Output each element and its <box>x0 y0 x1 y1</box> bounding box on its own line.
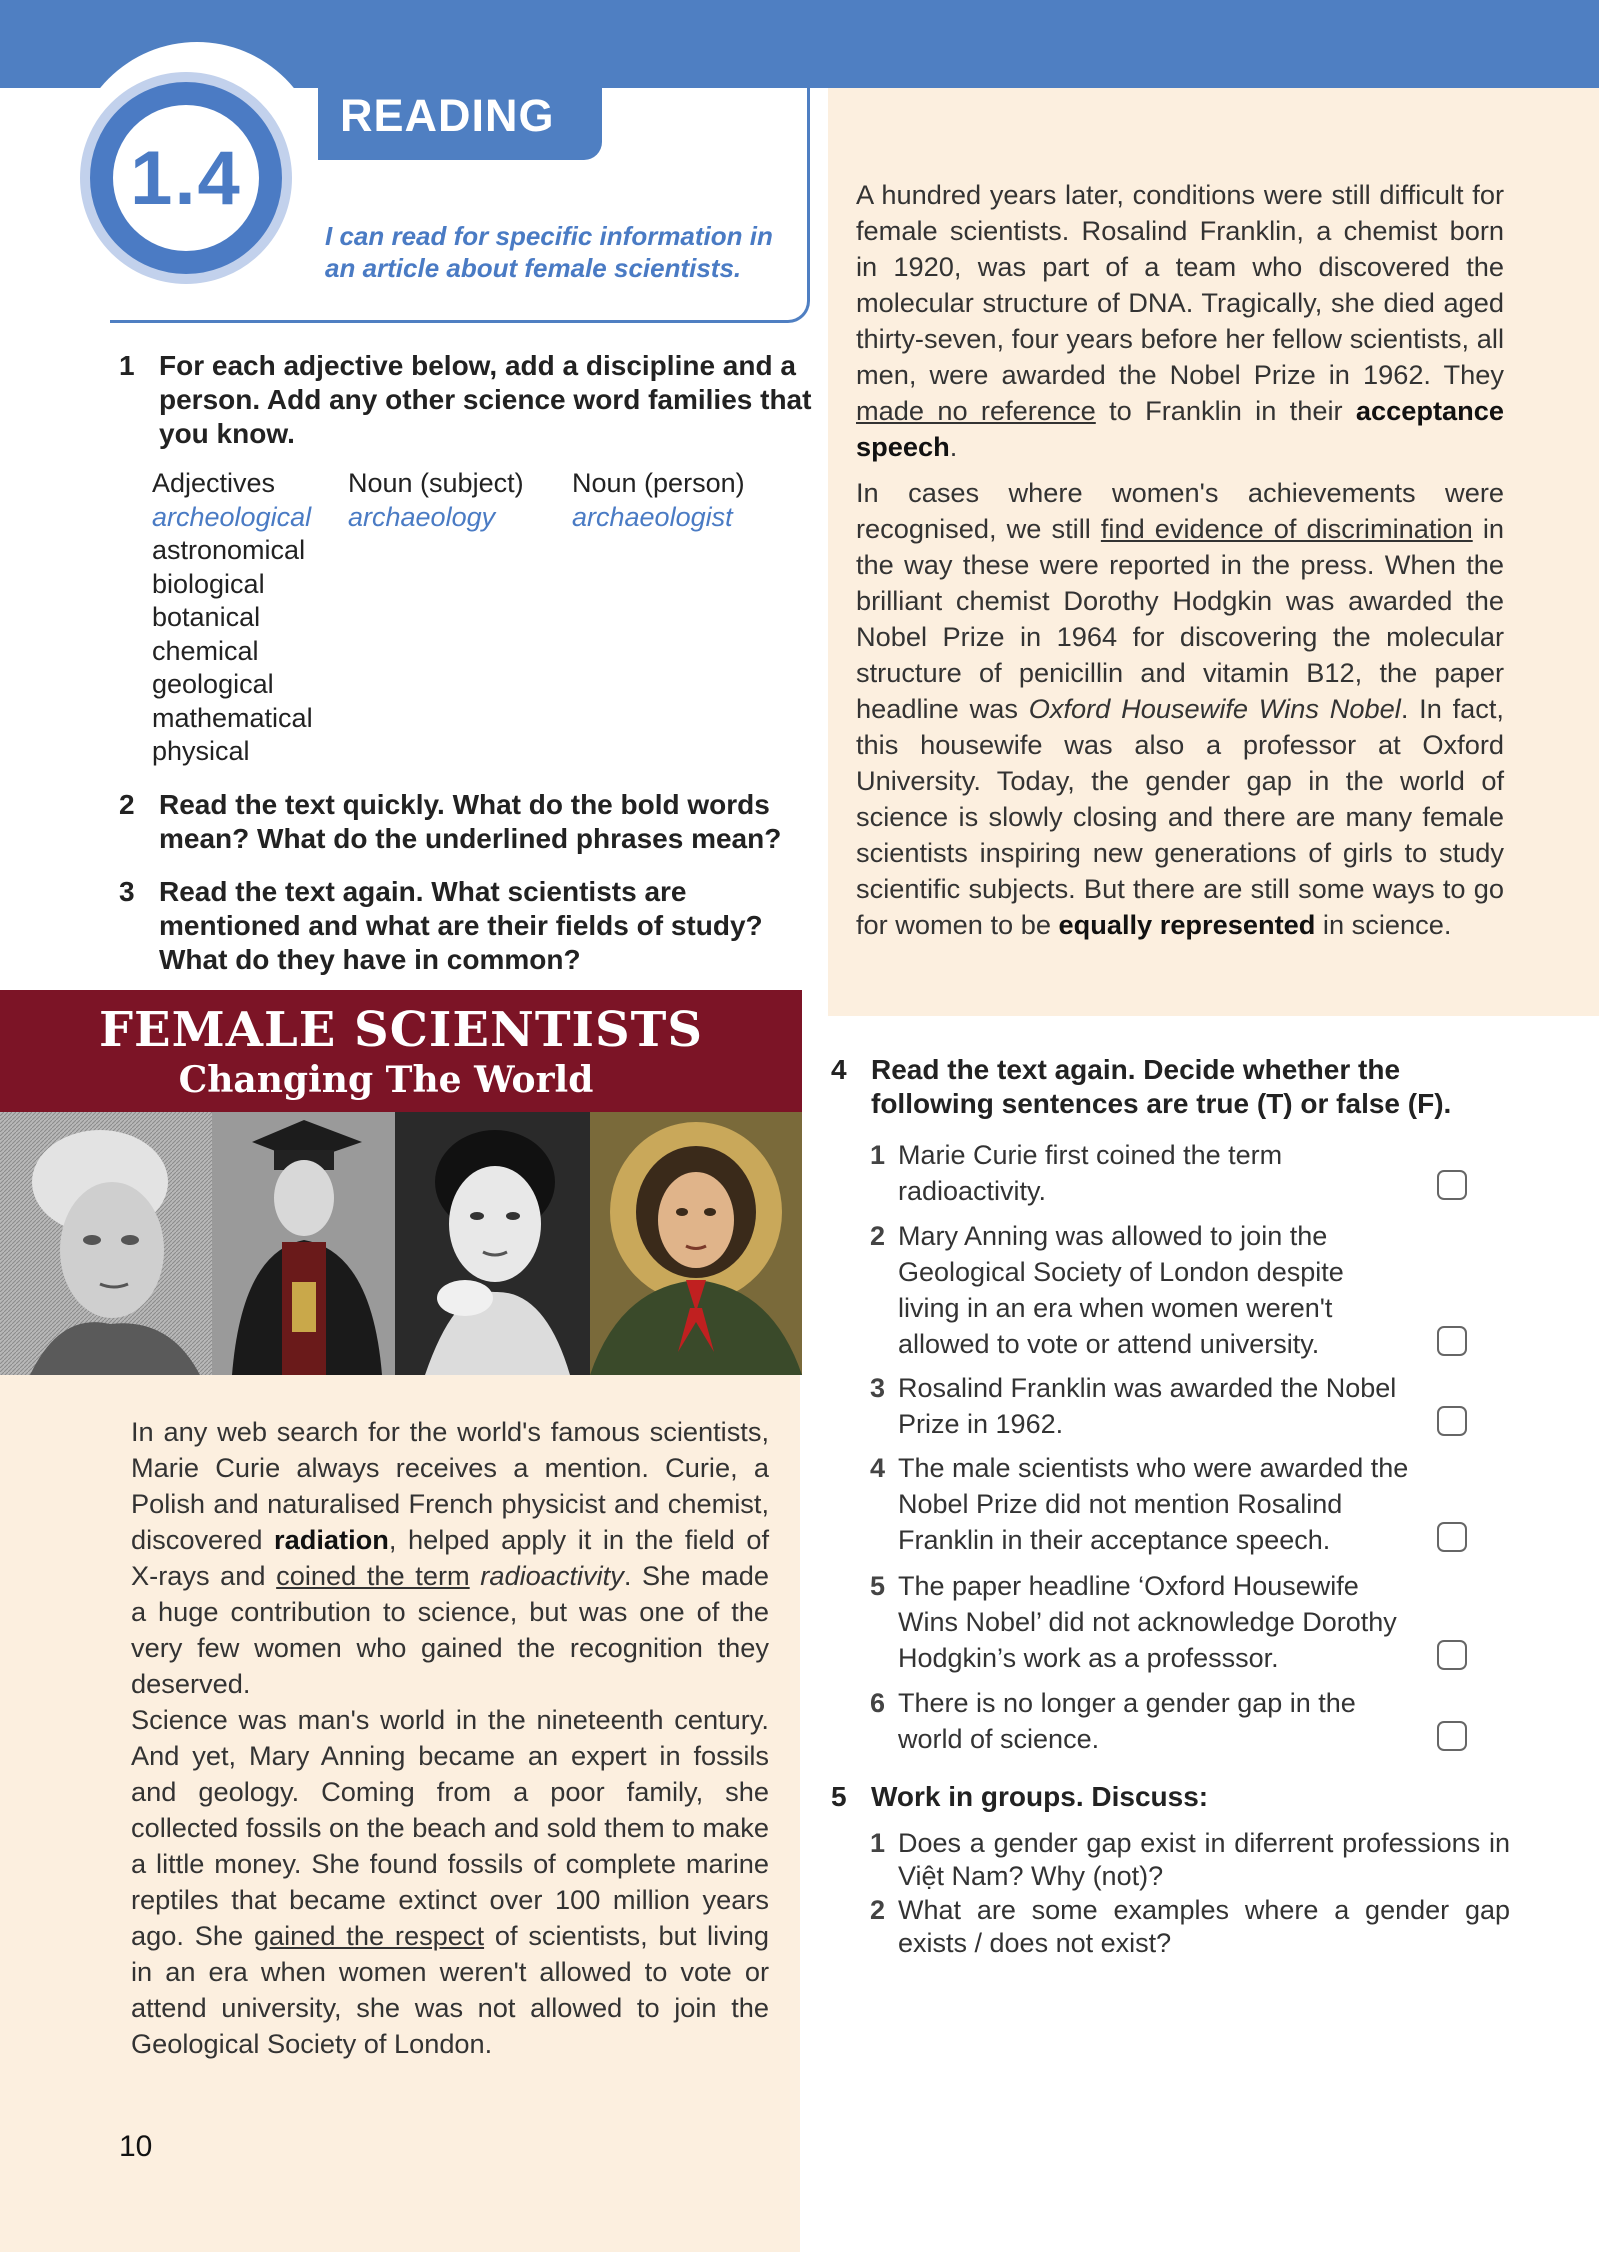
exercise-3-instruction: 3 Read the text again. What scientists are mentioned and what are their fields of study? What do they have in common? <box>119 876 763 975</box>
exercise-number: 1 <box>119 350 135 381</box>
subject-column <box>348 467 524 534</box>
exercise-5-instruction: 5 Work in groups. Discuss: <box>831 1781 1209 1812</box>
answer-checkbox[interactable] <box>1437 1721 1467 1751</box>
exercise-2-instruction: 2 Read the text quickly. What do the bold words mean? What do the underlined phrases mean? <box>119 789 782 854</box>
adjective: chemical <box>152 635 259 666</box>
exercise-number: 2 <box>119 789 135 820</box>
exercise-1-instruction: 1 For each adjective below, add a discipline and a person. Add any other science word families that you know. <box>119 350 812 449</box>
adjective: physical <box>152 736 250 766</box>
exercise-number: 5 <box>831 1781 847 1812</box>
page-number: 10 <box>119 2130 153 2163</box>
exercise-4-instruction: 4 Read the text again. Decide whether the following sentences are true (T) or false (F). <box>831 1054 1452 1119</box>
article-paragraph: In cases where women's achievements were recognised, we still find evidence of discrimination in the way these were reported in the press. When the brilliant chemist Dorothy Hodgkin was awarded the Nobel Prize in 1964 for discovering the molecular structure of penicillin and vitamin B12, the paper headline was Oxford Housewife Wins Nobel. In fact, this housewife was also a professor at Oxford University. Today, the gender gap in the world of science is slowly closing and there are many female scientists inspiring new generations of girls to study scientific subjects. But there are still some ways to go for women to be equally represented in science. <box>856 477 1504 940</box>
lesson-number: 1.4 <box>130 135 242 221</box>
adjective: geological <box>152 669 274 699</box>
underlined-phrase: find evidence of discrimination <box>1100 513 1473 544</box>
column-header: Noun (subject) <box>348 468 524 498</box>
example-person: archaeologist <box>572 501 733 532</box>
adjective: mathematical <box>152 702 313 733</box>
adjectives-column <box>152 467 313 769</box>
adjective: biological <box>152 568 265 599</box>
underlined-phrase: made no reference <box>856 395 1096 426</box>
portrait-rosalind-franklin <box>395 1112 590 1375</box>
underlined-phrase: gained the respect <box>253 1920 485 1951</box>
exercise-number: 4 <box>831 1054 847 1085</box>
answer-checkbox[interactable] <box>1437 1522 1467 1552</box>
example-adjective: archeological <box>152 501 312 532</box>
exercise-number: 3 <box>119 876 135 907</box>
answer-checkbox[interactable] <box>1437 1406 1467 1436</box>
answer-checkbox[interactable] <box>1437 1170 1467 1200</box>
article-paragraph: A hundred years later, conditions were still difficult for female scientists. Rosalind Franklin, a chemist born in 1920, was part of a team who discovered the molecular structure of DNA. Tragically, she died aged thirty-seven, four years before her fellow scientists, all men, were awarded the Nobel Prize in 1962. They made no reference to Franklin in their acceptance speech. <box>856 179 1504 462</box>
learning-objective: I can read for specific information in an article about female scientists. <box>325 221 773 283</box>
article-paragraph: Science was man's world in the nineteenth century. And yet, Mary Anning became an expert in fossils and geology. Coming from a poor family, she collected fossils on the beach and sold them to make a little money. She found fossils of complete marine reptiles that became extinct over 100 million years ago. She gained the respect of scientists, but living in an era when women weren't allowed to vote or attend university, she was not allowed to join the Geological Society of London. <box>131 1704 770 2059</box>
answer-checkbox[interactable] <box>1437 1640 1467 1670</box>
section-tab <box>318 72 602 160</box>
person-column <box>572 467 745 534</box>
article-body-right <box>856 177 1504 943</box>
answer-checkbox[interactable] <box>1437 1326 1467 1356</box>
portrait-dorothy-hodgkin <box>212 1112 395 1375</box>
adjective: botanical <box>152 602 261 632</box>
portrait-marie-curie <box>0 1112 212 1375</box>
article-paragraph: In any web search for the world's famous scientists, Marie Curie always receives a mention. Curie, a Polish and naturalised French physicist and chemist, discovered radiation, helped apply it in the field of X-rays and coined the term radioactivity. She made a huge contribution to science, but was one of the very few women who gained the recognition they deserved. <box>131 1416 769 1699</box>
article-body-left <box>131 1414 769 2062</box>
section-label: READING <box>340 90 555 141</box>
column-header: Noun (person) <box>572 468 745 498</box>
underlined-phrase: coined the term <box>276 1560 470 1591</box>
portrait-mary-anning <box>590 1112 802 1375</box>
adjective: astronomical <box>152 535 306 565</box>
lesson-badge <box>113 105 259 251</box>
article-subtitle: Changing The World <box>178 1059 594 1101</box>
article-title-band <box>0 990 802 1112</box>
column-header: Adjectives <box>152 468 276 498</box>
article-title: FEMALE SCIENTISTS <box>98 1002 704 1058</box>
example-subject: archaeology <box>348 501 496 532</box>
